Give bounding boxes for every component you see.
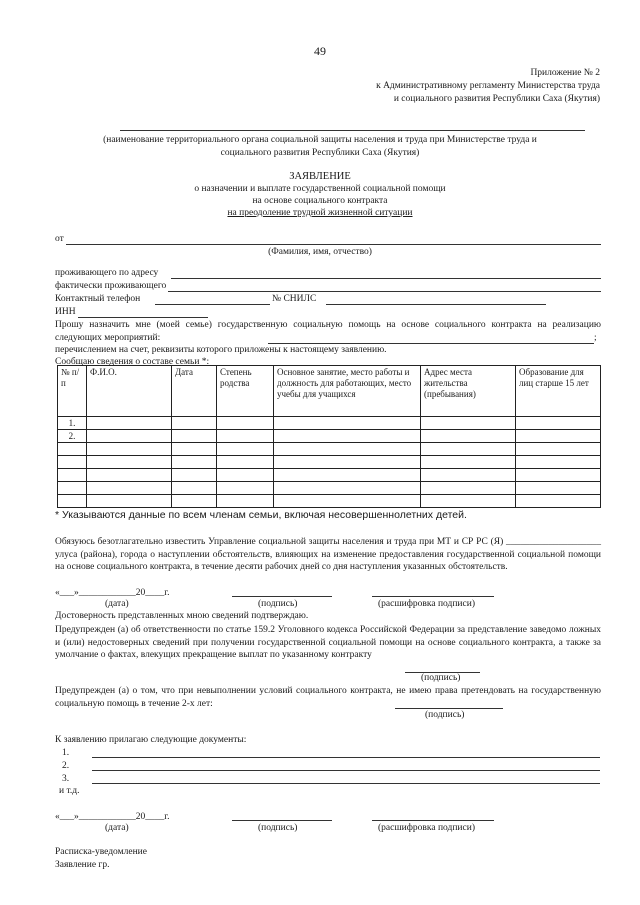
table-row[interactable] xyxy=(58,482,601,495)
row-number: 1. xyxy=(58,417,87,430)
reg-address-label: проживающего по адресу xyxy=(55,268,159,278)
table-row[interactable] xyxy=(58,495,601,508)
from-label: от xyxy=(55,234,64,244)
obligation-text: Обязуюсь безотлагательно известить Управление социальной защиты населения и труда при МТ и СР РС (Я) ____________________ улуса (района), города о наступлении обстоятельств, влияющих на изменение предоставления государственной социальной помощи на основе социального контракта, в течение десяти рабочих дней со дня наступления указанных обстоятельств. xyxy=(55,537,601,572)
receipt-title: Расписка-уведомление xyxy=(55,847,147,857)
col-header-occupation: Основное занятие, место работы и должность для работающих, место учебы для учащихся xyxy=(274,366,421,417)
table-row[interactable] xyxy=(58,417,601,430)
page-number: 49 xyxy=(314,44,326,58)
authority-caption-2: социального развития Республики Саха (Якутия) xyxy=(220,148,420,158)
decoding-line-1[interactable] xyxy=(372,596,494,597)
col-header-address: Адрес места жительства (пребывания) xyxy=(421,366,516,417)
signature-line-3[interactable] xyxy=(395,708,503,709)
signature-caption-4: (подпись) xyxy=(258,823,298,833)
authority-name-line xyxy=(120,130,585,131)
request-text: Прошу назначить мне (моей семье) государственную социальную помощь на основе социального контракта на реализацию следующих мероприятий: xyxy=(55,320,601,343)
docs-line-2[interactable] xyxy=(92,770,600,771)
col-header-number: № п/п xyxy=(58,366,87,417)
row-number: 2. xyxy=(58,430,87,443)
snils-label: № СНИЛС xyxy=(272,294,317,304)
decoding-line-4[interactable] xyxy=(372,820,494,821)
reg-address-line[interactable] xyxy=(171,278,601,279)
docs-etc: и т.д. xyxy=(59,786,80,796)
transfer-text: перечислением на счет, реквизиты которого приложены к настоящему заявлению. xyxy=(55,345,387,355)
decoding-caption-4: (расшифровка подписи) xyxy=(378,823,475,833)
warning-2-text: Предупрежден (а) о том, что при невыполнении условий социального контракта, не имею права претендовать на государственную социальную помощь в течение 2-х лет: xyxy=(55,686,601,709)
actual-address-line[interactable] xyxy=(168,291,601,292)
annex-line-2: и социального развития Республики Саха (Якутия) xyxy=(393,94,600,104)
authority-caption-1: (наименование территориального органа социальной защиты населения и труда при Министерстве труда и xyxy=(103,135,537,145)
table-header-row xyxy=(58,366,601,417)
docs-line-3[interactable] xyxy=(92,783,600,784)
document-title: ЗАЯВЛЕНИЕ xyxy=(289,171,351,182)
docs-number-3: 3. xyxy=(62,774,70,784)
annex-title: Приложение № 2 xyxy=(530,68,600,78)
warning-1-text: Предупрежден (а) об ответственности по статье 159.2 Уголовного кодекса Российской Федерации за представление заведомо ложных и (или) недостоверных сведений при получении государственной социальной помощи на основе социального контракта, а также за умолчание о фактах, влекущих прекращение выплат по указанному контракту xyxy=(55,625,601,660)
col-header-date: Дата xyxy=(172,366,217,417)
fio-line[interactable] xyxy=(66,244,601,245)
signature-caption-3: (подпись) xyxy=(425,710,465,720)
confirm-text: Достоверность представленных мною сведений подтверждаю. xyxy=(55,611,309,621)
docs-number-1: 1. xyxy=(62,748,70,758)
actual-address-label: фактически проживающего xyxy=(55,281,167,291)
table-row[interactable] xyxy=(58,430,601,443)
document-subtitle-1: о назначении и выплате государственной социальной помощи xyxy=(194,184,446,194)
measures-semicolon: ; xyxy=(594,333,597,343)
snils-line[interactable] xyxy=(326,304,546,305)
signature-caption-2: (подпись) xyxy=(421,673,461,683)
decoding-caption-1: (расшифровка подписи) xyxy=(378,599,475,609)
document-subtitle-2: на основе социального контракта xyxy=(252,196,388,206)
col-header-relation: Степень родства xyxy=(217,366,274,417)
table-row[interactable] xyxy=(58,456,601,469)
phone-line[interactable] xyxy=(155,304,270,305)
docs-title: К заявлению прилагаю следующие документы: xyxy=(55,735,247,745)
signature-caption-1: (подпись) xyxy=(258,599,298,609)
col-header-education: Образование для лиц старше 15 лет xyxy=(516,366,601,417)
receipt-line: Заявление гр. xyxy=(55,860,110,870)
signature-line-4[interactable] xyxy=(232,820,332,821)
date-line-2[interactable]: «___»____________20____г. xyxy=(55,812,170,822)
phone-label: Контактный телефон xyxy=(55,294,141,304)
inn-label: ИНН xyxy=(55,307,76,317)
table-row[interactable] xyxy=(58,469,601,482)
date-caption-1: (дата) xyxy=(105,599,129,609)
family-table xyxy=(57,365,601,508)
fio-caption: (Фамилия, имя, отчество) xyxy=(268,247,372,257)
date-line-1[interactable]: «___»____________20____г. xyxy=(55,588,170,598)
family-info-label: Сообщаю сведения о составе семьи *: xyxy=(55,357,210,367)
col-header-fio: Ф.И.О. xyxy=(87,366,172,417)
docs-number-2: 2. xyxy=(62,761,70,771)
signature-line-1[interactable] xyxy=(232,596,332,597)
table-row[interactable] xyxy=(58,443,601,456)
table-footnote: * Указываются данные по всем членам семьи, включая несовершеннолетних детей. xyxy=(55,509,467,521)
measures-line[interactable] xyxy=(268,343,594,344)
docs-line-1[interactable] xyxy=(92,757,600,758)
annex-line-1: к Административному регламенту Министерства труда xyxy=(376,81,600,91)
document-subtitle-3: на преодоление трудной жизненной ситуации xyxy=(227,208,413,218)
date-caption-4: (дата) xyxy=(105,823,129,833)
inn-line[interactable] xyxy=(78,317,208,318)
